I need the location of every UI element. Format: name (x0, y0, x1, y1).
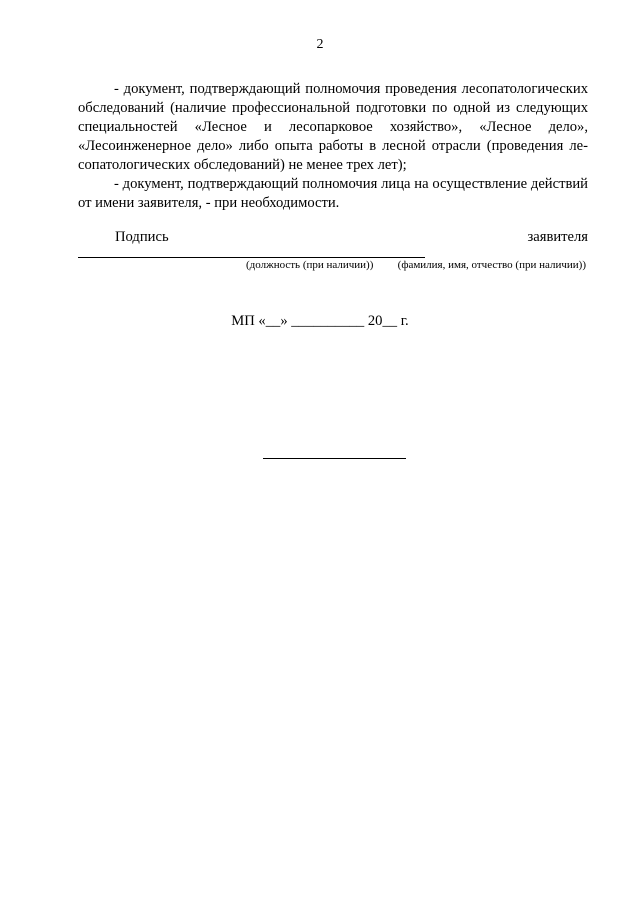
signature-line (78, 257, 425, 258)
caption-position: (должность (при наличии)) (246, 259, 374, 271)
signature-label: Подпись (115, 229, 169, 245)
caption-full-name: (фамилия, имя, отчество (при наличии)) (397, 259, 586, 271)
page-number: 2 (316, 37, 324, 52)
end-divider (263, 458, 406, 459)
document-body (78, 80, 588, 213)
signature-role: заявителя (527, 229, 588, 245)
paragraph-representative-document: - документ, подтверждающий полномочия лица на осуществление действий от имени заявителя, - при необходимости. (78, 176, 588, 211)
stamp-date-line: МП «__» __________ 20__ г. (231, 313, 409, 329)
paragraph-authority-document: - документ, подтверждающий полномочия проведения лесопатологических обследований (наличие профессиональной подготовки по одной из следующих специальностей «Лесное и лесопарковое хозяйство», «Лесное дело», «Лесоинженерное дело» либо опыта работы в лесной отрасли (проведения лесопатологических обследований) не менее трех лет); (78, 81, 588, 173)
